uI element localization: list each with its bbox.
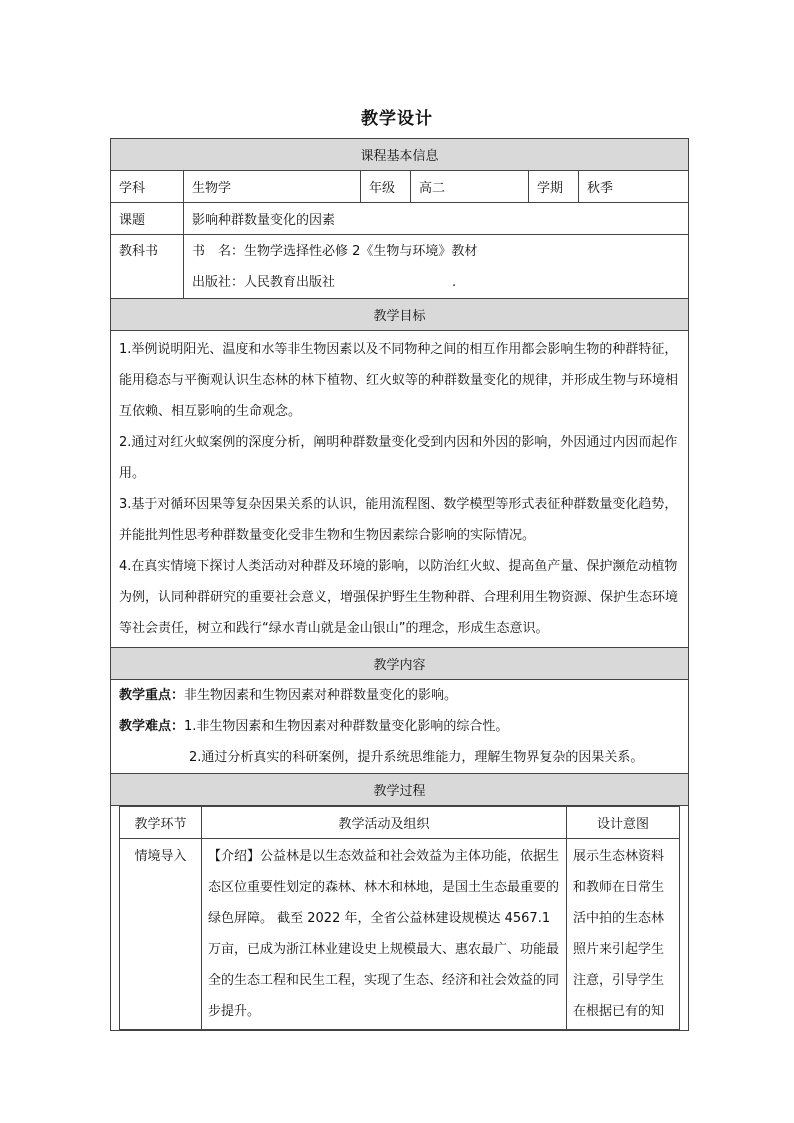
key-point-label: 教学重点： <box>119 688 185 703</box>
process-table <box>119 806 680 1030</box>
table-row <box>120 839 680 1030</box>
key-point <box>119 680 680 711</box>
lesson-plan-table <box>110 138 689 1031</box>
topic-label: 课题 <box>111 203 184 235</box>
activity-cell <box>202 839 567 1030</box>
section-header-goals: 教学目标 <box>111 299 689 331</box>
goals-cell <box>111 331 689 648</box>
document-title: 教学设计 <box>361 109 433 129</box>
content-cell <box>111 680 689 774</box>
key-point-text: 非生物因素和生物因素对种群数量变化的影响。 <box>184 688 458 703</box>
section-header-basic: 课程基本信息 <box>111 139 689 171</box>
textbook-name: 书 名：生物学选择性必修 2《生物与环境》教材 <box>192 243 478 259</box>
process-header-intent: 设计意图 <box>567 807 680 839</box>
process-container <box>111 806 689 1031</box>
difficulty-label: 教学难点： <box>119 719 185 734</box>
goal-item: 4.在真实情境下探讨人类活动对种群及环境的影响，以防治红火蚁、提高鱼产量、保护濒危动植物为例，认同种群研究的重要社会意义，增强保护野生生物种群、合理利用生物资源、保护生态环境等社会责任，树立和践行“绿水青山就是金山银山”的理念，形成生态意识。 <box>119 559 679 636</box>
topic-value: 影响种群数量变化的因素 <box>184 203 689 235</box>
process-header-activity: 教学活动及组织 <box>202 807 567 839</box>
intent-cell <box>567 839 680 1030</box>
grade-label: 年级 <box>361 171 411 203</box>
subject-value: 生物学 <box>184 171 361 203</box>
difficulty-text-1: 1.非生物因素和生物因素对种群数量变化影响的综合性。 <box>184 719 509 734</box>
difficulty-point <box>119 711 680 742</box>
term-value: 秋季 <box>579 171 689 203</box>
section-header-process: 教学过程 <box>111 774 689 806</box>
term-label: 学期 <box>529 171 579 203</box>
stage-cell <box>120 839 202 1030</box>
goal-item: 3.基于对循环因果等复杂因果关系的认识，能用流程图、数学模型等形式表征种群数量变化趋势，并能批判性思考种群数量变化受非生物和生物因素综合影响的实际情况。 <box>119 497 678 543</box>
textbook-publisher: 出版社：人民教育出版社 . <box>192 274 457 290</box>
intent-text: 展示生态林资料和教师在日常生活中拍的生态林照片来引起学生注意，引导学生在根据已有的知 <box>573 849 665 1019</box>
goal-item: 1.举例说明阳光、温度和水等非生物因素以及不同物种之间的相互作用都会影响生物的种群特征，能用稳态与平衡观认识生态林的林下植物、红火蚁等的种群数量变化的规律，并形成生物与环境相互依赖、相互影响的生命观念。 <box>119 342 679 419</box>
goal-item: 2.通过对红火蚁案例的深度分析，阐明种群数量变化受到内因和外因的影响，外因通过内因而起作用。 <box>119 435 678 481</box>
section-header-content: 教学内容 <box>111 648 689 680</box>
activity-text: 【介绍】公益林是以生态效益和社会效益为主体功能，依据生态区位重要性划定的森林、林木和林地，是国土生态最重要的绿色屏障。 截至 2022 年，全省公益林建设规模达 4567.1 万亩，已成为浙江林业建设史上规模最大、惠农最广、功能最全的生态工程和民生工程，实现了生态、经济和社会效益的同步提升。 <box>208 849 560 1019</box>
stage-text: 情境导入 <box>134 849 187 864</box>
textbook-info <box>184 235 689 299</box>
textbook-label: 教科书 <box>111 235 184 299</box>
process-header-stage: 教学环节 <box>120 807 202 839</box>
subject-label: 学科 <box>111 171 184 203</box>
difficulty-point-2: 2.通过分析真实的科研案例，提升系统思维能力，理解生物界复杂的因果关系。 <box>189 750 644 765</box>
grade-value: 高二 <box>411 171 529 203</box>
